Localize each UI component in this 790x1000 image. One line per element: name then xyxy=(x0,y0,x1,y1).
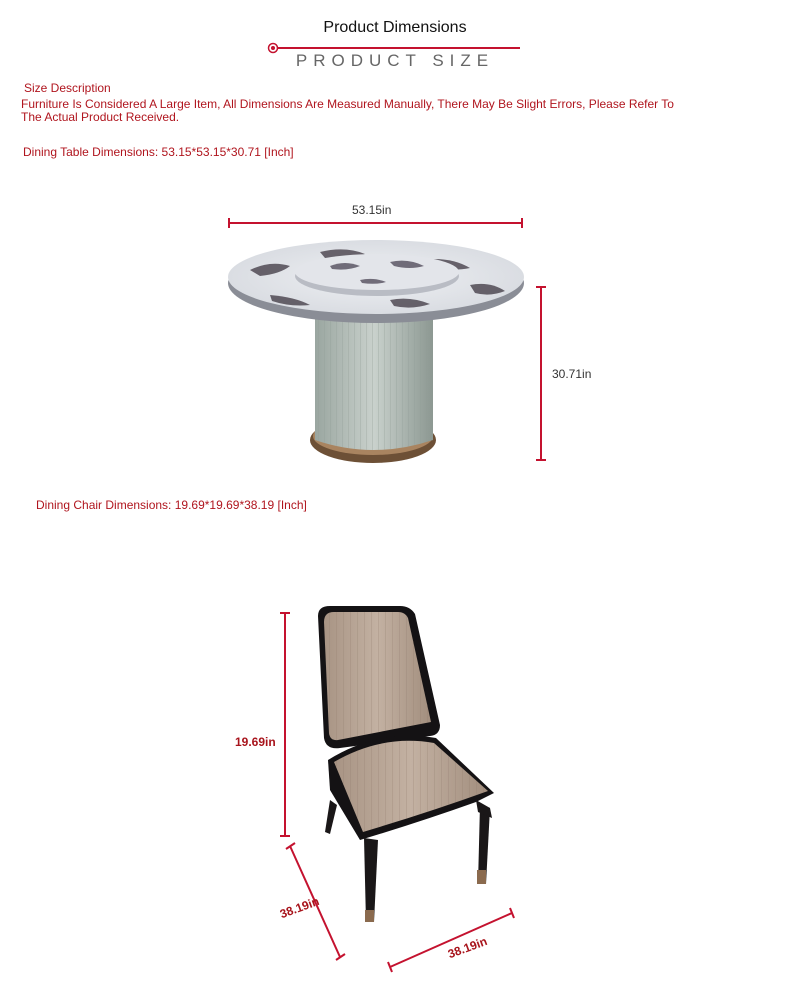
page-title: Product Dimensions xyxy=(323,19,467,36)
chair-width-label: 38.19in xyxy=(446,934,490,962)
size-description-line1: Furniture Is Considered A Large Item, All Dimensions Are Measured Manually, There May Be Slight Errors, Please Refer To xyxy=(21,97,674,111)
page-subtitle: PRODUCT SIZE xyxy=(295,51,495,70)
chair-height-label: 19.69in xyxy=(235,735,276,749)
table-dimensions-caption: Dining Table Dimensions: 53.15*53.15*30.71 [Inch] xyxy=(23,145,294,159)
size-description-heading: Size Description xyxy=(24,81,111,95)
size-description-line2: The Actual Product Received. xyxy=(21,110,180,124)
chair-depth-label: 38.19in xyxy=(278,894,322,922)
table-width-label: 53.15in xyxy=(352,203,392,217)
table-height-label: 30.71in xyxy=(552,367,592,381)
chair-dimensions-caption: Dining Chair Dimensions: 19.69*19.69*38.19 [Inch] xyxy=(36,498,307,512)
